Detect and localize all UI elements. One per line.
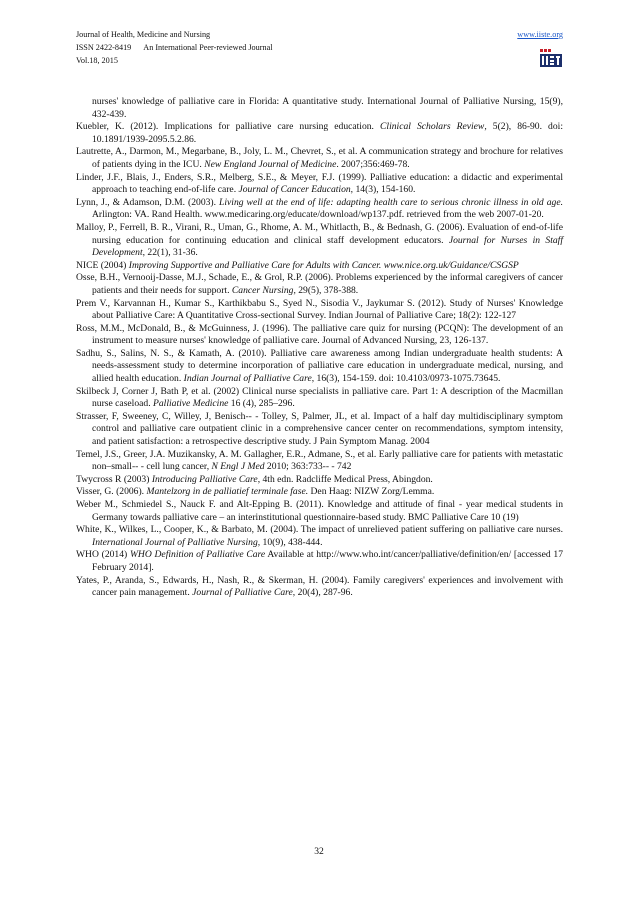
reference-text-part: Strasser, F, Sweeney, C, Willey, J, Benisch-- ‐ Tolley, S, Palmer, JL, et al. Impact of a half day multidisciplinary symptom control and palliative care outpatient clinic in a comprehensive cancer center on recommendations, symptom intensity, and patient satisfaction: a retrospective descriptive study. J Pain Symptom Manag. 2004 — [76, 410, 563, 448]
reference-italic-part: Introducing Palliative Care — [151, 473, 258, 485]
reference-text-part: Lynn, J., & Adamson, D.M. (2003). — [76, 196, 220, 208]
reference-list — [76, 96, 563, 600]
reference-entry — [76, 348, 563, 386]
reference-text-part: Yates, P., Aranda, S., Edwards, H., Nash, R., & Skerman, H. (2004). Family caregivers' experiences and involvement with cancer pain management. — [76, 574, 563, 599]
reference-italic-part: Journal of Palliative Care, — [192, 587, 296, 599]
reference-text-part: , 5(2), 86-90. doi: 10.1891/1939-2095.5.2.86. — [92, 121, 563, 145]
reference-text-part: Sadhu, S., Salins, N. S., & Kamath, A. (2010). Palliative care awareness among Indian undergraduate health students: A needs-assessment study to determine incorporation of palliative care education in undergraduate medical, nursing, and allied health education. — [76, 347, 563, 385]
reference-text-part: Den Haag: NIZW Zorg/Lemma. — [308, 486, 435, 498]
reference-text-part: Skilbeck J, Corner J, Bath P, et al. (2002) Clinical nurse specialists in palliative care. Part 1: A description of the Macmillan nurse caseload. — [76, 385, 563, 410]
issn-line — [76, 41, 563, 54]
reference-entry — [76, 549, 563, 574]
reference-text-part: . 2007;356:469-78. — [336, 158, 410, 170]
reference-text-part: Lautrette, A., Darmon, M., Megarbane, B., Joly, L. M., Chevret, S., et al. A communication strategy and brochure for relatives of patients dying in the ICU. — [76, 146, 563, 170]
reference-italic-part: Journal of Cancer Education, — [238, 184, 354, 196]
iiste-logo — [539, 48, 563, 68]
reference-text-part: 16 (4), 285–296. — [228, 398, 295, 410]
reference-italic-part: WHO Definition of Palliative Care — [129, 549, 266, 561]
reference-entry — [76, 486, 563, 499]
reference-text-part: NICE (2004) — [76, 259, 129, 271]
reference-entry — [76, 121, 563, 146]
reference-entry — [76, 386, 563, 411]
reference-entry — [76, 474, 563, 487]
reference-italic-part: Improving Supportive and Palliative Care for Adults with Cancer. www.nice.org.uk/Guidance/CSGSP — [128, 259, 519, 271]
reference-text-part: 14(3), 154-160. — [353, 184, 416, 196]
reference-text-part: Malloy, P., Ferrell, B. R., Virani, R., Uman, G., Rhome, A. M., Whitlacth, B., & Bednash, G. (2006). Evaluation of end-of-life nursing education for continuing education and clinical staff development educators. — [76, 221, 563, 246]
reference-text-part: Visser, G. (2006). — [76, 486, 147, 498]
reference-entry — [76, 197, 563, 222]
reference-entry — [76, 575, 563, 600]
reference-text-part: Available at http://www.who.int/cancer/palliative/definition/en/ [accessed 17 February 2014]. — [92, 549, 563, 573]
reference-entry — [76, 323, 563, 348]
reference-text-part: , 4th edn. Radcliffe Medical Press, Abingdon. — [257, 473, 433, 485]
reference-entry — [76, 411, 563, 449]
reference-italic-part: Mantelzorg in de palliatief terminale fase. — [146, 486, 309, 498]
reference-entry — [76, 298, 563, 323]
reference-text-part: White, K., Wilkes, L., Cooper, K., & Barbato, M. (2004). The impact of unrelieved patient suffering on palliative care nurses. — [76, 524, 563, 536]
reference-text-part: Kuebler, K. (2012). Implications for palliative care nursing education. — [76, 121, 381, 133]
reference-text-part: 29(5), 378-388. — [295, 284, 359, 296]
journal-url-link[interactable]: www.iiste.org — [517, 30, 563, 39]
journal-title: Journal of Health, Medicine and Nursing — [76, 30, 211, 39]
reference-text-part: Ross, M.M., McDonald, B., & McGuinness, J. (1996). The palliative care quiz for nursing (PCQN): The development of an instrument to measure nurses' knowledge of palliative care. Journal of Advanced Nursing, 23, 126-137. — [76, 322, 563, 347]
reference-entry — [76, 499, 563, 524]
reference-italic-part: N Engl J Med — [211, 461, 265, 473]
reference-text-part: 20(4), 287-96. — [295, 587, 353, 599]
reference-italic-part: International Journal of Palliative Nursing, — [92, 536, 261, 548]
volume: Vol.18, 2015 — [76, 56, 118, 65]
reference-text-part: nurses' knowledge of palliative care in Florida: A quantitative study. International Journal of Palliative Nursing, 15(9), 432-439. — [92, 96, 563, 120]
reference-italic-part: Indian Journal of Palliative Care — [183, 373, 312, 385]
reference-text-part: 2010; 363:733-- ‐ 742 — [264, 461, 352, 473]
reference-text-part: Temel, J.S., Greer, J.A. Muzikansky, A. M. Gallagher, E.R., Admane, S., et al. Early palliative care for patients with metastatic non–small-- ‐ cell lung cancer, — [76, 448, 563, 473]
reference-text-part: , 22(1), 31-36. — [142, 247, 198, 259]
reference-italic-part: New England Journal of Medicine — [204, 158, 337, 170]
page-number: 32 — [314, 846, 324, 857]
reference-text-part: Weber M., Schmiedel S., Nauck F. and Alt-Epping B. (2011). Knowledge and attitude of final - year medical students in Germany towards palliative care – an interinstitutional questionnaire-based study. BMC Palliative Care 10 (19) — [76, 499, 563, 523]
reference-entry — [76, 449, 563, 474]
page-header — [76, 28, 563, 84]
reference-entry — [76, 260, 563, 273]
reference-text-part: Arlington: VA. Rand Health. www.medicaring.org/educate/download/wp137.pdf. retrieved from the web 2007-01-20. — [92, 209, 544, 221]
reference-text-part: 10(9), 438-444. — [260, 536, 323, 548]
reference-entry — [76, 96, 563, 121]
issn: ISSN 2422-8419 — [76, 43, 132, 52]
reference-text-part: Twycross R (2003) — [76, 473, 152, 485]
reference-italic-part: Clinical Scholars Review — [380, 121, 485, 133]
reference-italic-part: Living well at the end of life: adapting health care to serious chronic illness in old age. — [219, 196, 563, 208]
reference-text-part: , 16(3), 154-159. doi: 10.4103/0973-1075.73645. — [311, 373, 501, 385]
reference-italic-part: Cancer Nursing, — [231, 284, 296, 296]
reference-text-part: WHO (2014) — [76, 549, 130, 561]
reference-text-part: Linder, J.F., Blais, J., Enders, S.R., Melberg, S.E., & Meyer, F.J. (1999). Palliative education: a didactic and experimental approach to teaching end-of-life care. — [76, 171, 563, 196]
reference-italic-part: Journal for Nurses in Staff Development — [92, 234, 563, 259]
reference-entry — [76, 272, 563, 297]
reference-text-part: Prem V., Karvannan H., Kumar S., Karthikbabu S., Syed N., Sisodia V., Jaykumar S. (2012). Study of Nurses' Knowledge about Palliative Care: A Quantitative Cross-sectional Survey. Indian Journal of Palliative Care; 18(2): 122-127 — [76, 297, 563, 322]
reference-entry — [76, 524, 563, 549]
reference-italic-part: Palliative Medicine — [153, 398, 229, 410]
reference-entry — [76, 222, 563, 260]
reference-entry — [76, 146, 563, 171]
reference-entry — [76, 172, 563, 197]
reference-text-part: Osse, B.H., Vernooij-Dasse, M.J., Schade, E., & Grol, R.P. (2006). Problems experienced by the informal caregivers of cancer patients and their needs for support. — [76, 272, 563, 296]
peer-review-note: An International Peer-reviewed Journal — [143, 43, 273, 52]
